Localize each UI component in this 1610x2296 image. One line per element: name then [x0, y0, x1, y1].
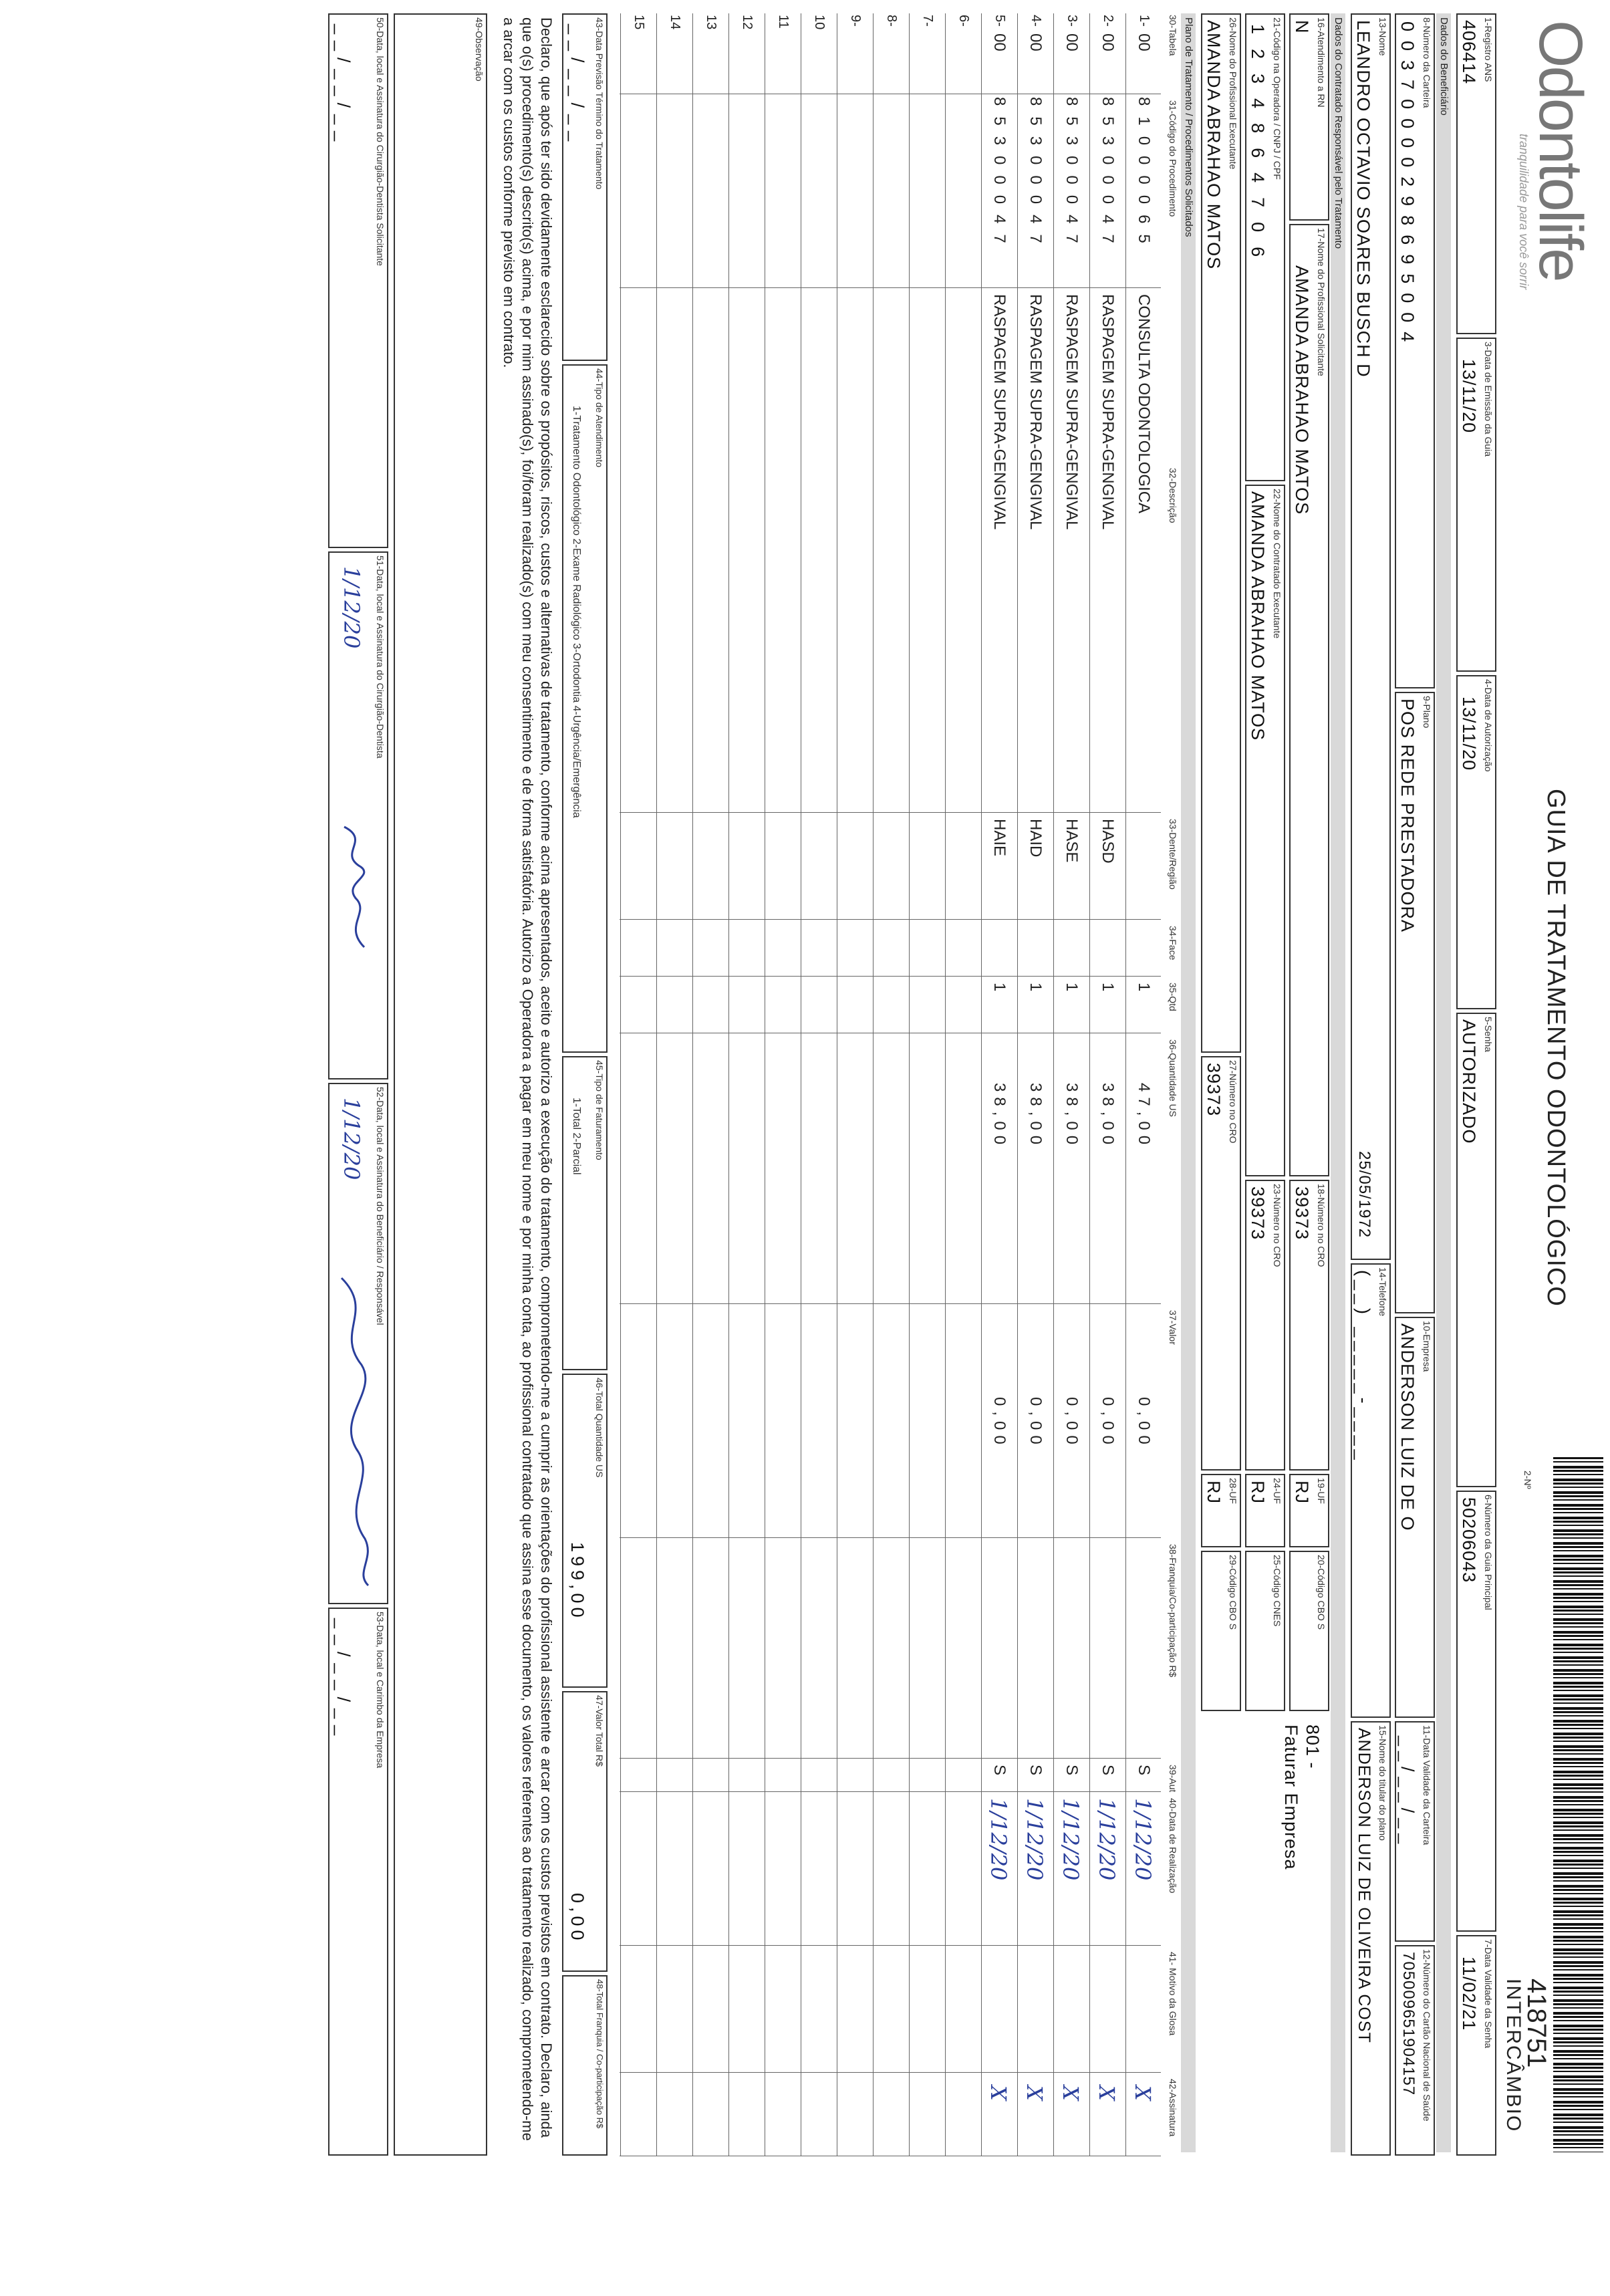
- professional-cro: 39373: [1204, 1063, 1224, 1117]
- field-45-label: 45-Tipo de Faturamento: [594, 1060, 605, 1160]
- guide-number: 418751: [1522, 1979, 1551, 2068]
- cell-code: 85300047: [990, 97, 1009, 254]
- requesting-uf: RJ: [1292, 1481, 1312, 1504]
- row-divider: [1125, 13, 1126, 2156]
- cell-date: 1/12/20: [1130, 1798, 1156, 1881]
- requesting-professional: AMANDA ABRAHAO MATOS: [1292, 265, 1312, 515]
- field-20-label: 20-Código CBO S: [1316, 1555, 1327, 1630]
- row-divider: [981, 13, 982, 2156]
- field-23-label: 23-Número no CRO: [1272, 1184, 1283, 1267]
- cell-signature: X: [986, 2085, 1011, 2101]
- cell-table: 00: [990, 33, 1009, 51]
- table-row: [836, 0, 872, 2296]
- table-row: [620, 0, 656, 2296]
- field-17-box: [1289, 224, 1329, 1176]
- field-49-box: [394, 13, 487, 2156]
- field-10-box: [1395, 1317, 1435, 1718]
- row-divider: [1089, 13, 1090, 2156]
- cell-tooth: HAID: [1027, 819, 1045, 858]
- table-row: [944, 0, 980, 2296]
- header-code: 31-Código do Procedimento: [1168, 100, 1178, 217]
- row-divider: [1053, 13, 1054, 2156]
- field-7-label: 7-Data Validade da Senha: [1483, 1939, 1494, 2049]
- cell-code: 81000065: [1135, 97, 1153, 254]
- cell-us: 38,00: [990, 1083, 1009, 1150]
- cell-aut: S: [990, 1765, 1009, 1776]
- field-15-box: [1351, 1721, 1391, 2156]
- field-51-label: 51-Data, local e Assinatura do Cirurgião-Dentista: [375, 555, 386, 759]
- cell-code: 85300047: [1099, 97, 1117, 254]
- cell-qty: 1: [1027, 983, 1045, 992]
- total-us: 199,00: [567, 1542, 587, 1622]
- column-divider: [620, 287, 1161, 288]
- table-row: [764, 0, 800, 2296]
- password-validity: 11/02/21: [1459, 1956, 1479, 2031]
- field-19-box: [1289, 1474, 1329, 1547]
- cell-description: RASPAGEM SUPRA-GENGIVAL: [1027, 294, 1045, 530]
- field-44-label: 44-Tipo de Atendimento: [594, 368, 605, 468]
- cell-us: 47,00: [1135, 1083, 1153, 1150]
- dentist-signature: [331, 820, 378, 967]
- field-18-label: 18-Número no CRO: [1316, 1184, 1327, 1267]
- row-number: 5-: [992, 15, 1007, 27]
- header-table: 30-Tabela: [1168, 15, 1178, 56]
- field-16-box: [1289, 13, 1329, 221]
- health-card-number: 705009651904157: [1399, 1952, 1418, 2096]
- logo: [1516, 20, 1595, 289]
- cell-qty: 1: [990, 983, 1009, 992]
- table-row: [656, 0, 692, 2296]
- row-number: 8-: [884, 15, 899, 27]
- cell-aut: S: [1063, 1765, 1081, 1776]
- field-4-box: [1456, 675, 1496, 1009]
- field-24-box: [1245, 1474, 1285, 1547]
- column-divider: [620, 1758, 1161, 1759]
- cell-signature: X: [1130, 2085, 1156, 2101]
- field-27-box: [1201, 1056, 1241, 1471]
- row-number: 13: [704, 15, 718, 30]
- company: ANDERSON LUIZ DE O: [1397, 1323, 1418, 1531]
- guide-type: INTERCÂMBIO: [1502, 1979, 1524, 2133]
- cell-qty: 1: [1063, 983, 1081, 992]
- cell-description: CONSULTA ODONTOLOGICA: [1135, 294, 1153, 514]
- row-number: 9-: [848, 15, 863, 27]
- row-number: 6-: [956, 15, 971, 27]
- field-27-label: 27-Número no CRO: [1228, 1060, 1238, 1144]
- field-25-box: [1245, 1551, 1285, 1711]
- field-47-label: 47-Valor Total R$: [594, 1695, 605, 1767]
- field-50-label: 50-Data, local e Assinatura do Cirurgião-Dentista Solicitante: [375, 17, 386, 266]
- field-16-label: 16-Atendimento a RN: [1316, 17, 1327, 108]
- field-44-box: [562, 364, 608, 1053]
- field-43-label: 43-Data Previsão Término do Tratamento: [594, 17, 605, 190]
- card-number: 00370000298695004: [1397, 21, 1418, 352]
- header-us: 36-Quantidade US: [1168, 1039, 1178, 1117]
- cell-us: 38,00: [1099, 1083, 1117, 1150]
- field-26-box: [1201, 13, 1241, 1053]
- field-46-box: [562, 1374, 608, 1688]
- table-row: [1053, 0, 1089, 2296]
- cell-date: 1/12/20: [986, 1798, 1011, 1881]
- row-number: 2-: [1101, 15, 1115, 27]
- field-7-box: [1456, 1935, 1496, 2156]
- field-17-label: 17-Nome do Profissional Solicitante: [1316, 228, 1327, 376]
- declaration-text: Declaro, que após ter sido devidamente esclarecido sobre os propósitos, riscos, custos e alternativas de tratamento, conforme acima apresentados, aceito e autorizo a execução do tratamento, comprometendo-me a cumprir as orientações do profissional assistente e arcar com os custos previstos em contrato. Declaro, ainda que o(s) procedimento(s) descrito(s) acima, e por mim assinado(s), foi/foram realizado(s) com meu consentimento e de forma satisfatória. Autorizo a Operadora a pagar em meu nome e por minha conta, ao profissional contratado que assina esse documento, os valores referentes ao tratamento realizado, comprometendo-me a arcar com os custos conforme previsto em contrato.: [501, 17, 555, 2141]
- field-52-label: 52-Data, local e Assinatura do Beneficiário / Responsável: [375, 1087, 386, 1325]
- field-14-label: 14-Telefone: [1377, 1267, 1388, 1317]
- procedures-header: [1162, 0, 1178, 2296]
- section-beneficiary: Dados do Beneficiário: [1436, 13, 1451, 2152]
- row-divider: [656, 13, 657, 2156]
- field-10-label: 10-Empresa: [1422, 1321, 1432, 1372]
- column-divider: [620, 1791, 1161, 1792]
- table-row: [728, 0, 764, 2296]
- cell-value: 0,00: [1135, 1397, 1153, 1450]
- table-row: [1017, 0, 1053, 2296]
- cell-code: 85300047: [1027, 97, 1045, 254]
- field-9-label: 9-Plano: [1422, 696, 1432, 729]
- field-22-box: [1245, 485, 1285, 1176]
- table-row: [1125, 0, 1161, 2296]
- field-11-label: 11-Data Validade da Carteira: [1422, 1725, 1432, 1845]
- table-row: [980, 0, 1017, 2296]
- cell-tooth: HASD: [1099, 819, 1117, 864]
- beneficiary-signature-date: 1/12/20: [339, 1098, 364, 1180]
- field-47-box: [562, 1691, 608, 1972]
- cell-us: 38,00: [1063, 1083, 1081, 1150]
- field-29-box: [1201, 1551, 1241, 1711]
- birth-date: 25/05/1972: [1355, 1151, 1373, 1239]
- field-23-box: [1245, 1180, 1285, 1471]
- field-18-box: [1289, 1180, 1329, 1471]
- field-52-box: [328, 1083, 388, 1604]
- beneficiary-signature: [328, 1271, 382, 1592]
- field-21-box: [1245, 13, 1285, 481]
- cell-table: 00: [1027, 33, 1045, 51]
- cell-date: 1/12/20: [1094, 1798, 1119, 1881]
- row-divider: [909, 13, 910, 2156]
- column-divider: [620, 976, 1161, 977]
- cell-qty: 1: [1135, 983, 1153, 992]
- dentist-signature-date: 1/12/20: [339, 566, 364, 649]
- column-divider: [620, 1537, 1161, 1538]
- professional-uf: RJ: [1204, 1481, 1224, 1504]
- header-signature: 42-Assinatura: [1168, 2079, 1178, 2137]
- total-value: 0,00: [567, 1893, 587, 1944]
- field-6-label: 6-Número da Guia Principal: [1483, 1495, 1494, 1610]
- header-aut: 39-Aut: [1168, 1765, 1178, 1793]
- field-3-label: 3-Data de Emissão da Guia: [1483, 342, 1494, 457]
- cell-aut: S: [1027, 1765, 1045, 1776]
- section-contractor: Dados do Contratado Responsável pelo Tratamento: [1331, 13, 1345, 2152]
- ans-registration: 406414: [1459, 20, 1479, 85]
- field-48-label: 48-Total Franquia / Co-participação R$: [595, 1979, 605, 2129]
- cell-value: 0,00: [990, 1397, 1009, 1450]
- issue-date: 13/11/20: [1459, 359, 1479, 434]
- table-row: [692, 0, 728, 2296]
- cell-aut: S: [1135, 1765, 1153, 1776]
- table-row: [800, 0, 836, 2296]
- cell-table: 00: [1063, 33, 1081, 51]
- executing-professional: AMANDA ABRAHAO MATOS: [1204, 20, 1224, 270]
- cell-description: RASPAGEM SUPRA-GENGIVAL: [990, 294, 1009, 530]
- field-29-label: 29-Código CBO S: [1228, 1555, 1238, 1630]
- row-number: 1-: [1137, 15, 1152, 27]
- field-13-label: 13-Nome: [1377, 17, 1388, 56]
- page-title: GUIA DE TRATAMENTO ODONTOLÓGICO: [1542, 789, 1570, 1307]
- cell-tooth: HAIE: [990, 819, 1009, 857]
- table-row: [872, 0, 908, 2296]
- cell-signature: X: [1022, 2085, 1047, 2101]
- cell-signature: X: [1058, 2085, 1083, 2101]
- row-divider: [873, 13, 874, 2156]
- field-15-label: 15-Nome do titular do plano: [1377, 1725, 1388, 1841]
- requesting-cro: 39373: [1292, 1186, 1312, 1241]
- header-description: 32-Descrição: [1168, 468, 1178, 523]
- header-gloss: 41- Motivo da Glosa: [1168, 1952, 1178, 2036]
- field-5-label: 5-Senha: [1483, 1017, 1494, 1052]
- field-6-box: [1456, 1491, 1496, 1932]
- header-date: 40-Data de Realização: [1168, 1798, 1178, 1894]
- table-row: [1089, 0, 1125, 2296]
- field-12-box: [1395, 1945, 1435, 2156]
- plan: POS REDE PRESTADORA: [1397, 698, 1418, 933]
- cell-value: 0,00: [1027, 1397, 1045, 1450]
- field-11-box: 11-Data Validade da Carteira __/__/__: [1395, 1721, 1435, 1942]
- cell-table: 00: [1135, 33, 1153, 51]
- field-49-label: 49-Observação: [474, 17, 485, 82]
- beneficiary-name: LEANDRO OCTAVIO SOARES BUSCH D: [1353, 20, 1373, 378]
- table-row: [908, 0, 944, 2296]
- password: AUTORIZADO: [1459, 1019, 1479, 1144]
- field-25-label: 25-Código CNES: [1272, 1555, 1283, 1627]
- row-number: 4-: [1029, 15, 1043, 27]
- procedures-table: [613, 0, 1161, 2296]
- executing-cro: 39373: [1248, 1186, 1268, 1241]
- field-53-box: 53-Data, local e Carimbo da Empresa __/__/__: [328, 1608, 388, 2156]
- field-3-box: [1456, 338, 1496, 672]
- row-number: 3-: [1065, 15, 1079, 27]
- row-number: 12: [740, 15, 755, 30]
- main-guide-number: 50206043: [1459, 1497, 1479, 1583]
- column-divider: [620, 919, 1161, 920]
- field-19-label: 19-UF: [1316, 1478, 1327, 1504]
- field-28-label: 28-UF: [1228, 1478, 1238, 1504]
- field-9-box: [1395, 692, 1435, 1313]
- header-qty: 35-Qtd: [1168, 983, 1178, 1011]
- cell-code: 85300047: [1063, 97, 1081, 254]
- field-45-options: 1-Total 2-Parcial: [571, 1098, 582, 1175]
- cell-date: 1/12/20: [1058, 1798, 1083, 1881]
- row-number: 7-: [920, 15, 935, 27]
- cell-date: 1/12/20: [1022, 1798, 1047, 1881]
- cell-tooth: HASE: [1063, 819, 1081, 863]
- field-51-box: [328, 551, 388, 1079]
- logo-tagline: tranquilidade para você sorrir: [1517, 134, 1530, 290]
- header-value: 37-Valor: [1168, 1310, 1178, 1345]
- field-5-box: [1456, 1013, 1496, 1487]
- row-divider: [620, 13, 621, 2156]
- row-divider: [1017, 13, 1018, 2156]
- column-divider: [620, 812, 1161, 813]
- field-45-box: [562, 1056, 608, 1370]
- field-22-label: 22-Nome do Contratado Executante: [1272, 489, 1283, 639]
- executing-contractor: AMANDA ABRAHAO MATOS: [1248, 491, 1268, 741]
- row-number: 14: [668, 15, 682, 30]
- field-1-box: [1456, 13, 1496, 334]
- header-face: 34-Face: [1168, 926, 1178, 961]
- field-8-label: 8-Número da Carteira: [1422, 17, 1432, 108]
- cell-description: RASPAGEM SUPRA-GENGIVAL: [1063, 294, 1081, 530]
- row-number: 15: [632, 15, 646, 30]
- row-divider: [945, 13, 946, 2156]
- newborn-flag: N: [1292, 20, 1312, 34]
- cell-description: RASPAGEM SUPRA-GENGIVAL: [1099, 294, 1117, 530]
- field-28-box: [1201, 1474, 1241, 1547]
- field-4-label: 4-Data de Autorização: [1483, 679, 1494, 772]
- field-8-box: [1395, 13, 1435, 688]
- field-48-box: [562, 1975, 608, 2156]
- column-divider: [620, 1945, 1161, 1946]
- side-code: 801 -: [1303, 1725, 1323, 1769]
- row-number: 11: [776, 15, 791, 29]
- cell-value: 0,00: [1099, 1397, 1117, 1450]
- field-46-label: 46-Total Quantidade US: [594, 1378, 605, 1478]
- barcode: [1553, 1457, 1603, 2152]
- column-divider: [620, 2072, 1161, 2073]
- field-50-box: 50-Data, local e Assinatura do Cirurgião-Dentista Solicitante __/__/__: [328, 13, 388, 548]
- authorization-date: 13/11/20: [1459, 696, 1479, 771]
- header-coparticipation: 38-Franquia/Co-participação R$: [1168, 1544, 1178, 1678]
- cell-us: 38,00: [1027, 1083, 1045, 1150]
- field-21-label: 21-Código na Operadora / CNPJ / CPF: [1272, 17, 1283, 180]
- cell-aut: S: [1099, 1765, 1117, 1776]
- cell-qty: 1: [1099, 983, 1117, 992]
- field-53-label: 53-Data, local e Carimbo da Empresa: [375, 1612, 386, 1769]
- field-26-label: 26-Nome do Profissional Executante: [1228, 17, 1238, 170]
- column-divider: [620, 1303, 1161, 1304]
- side-text: Faturar Empresa: [1281, 1725, 1301, 1870]
- plan-holder-name: ANDERSON LUIZ DE OLIVEIRA COST: [1355, 1728, 1373, 2043]
- row-divider: [692, 13, 693, 2156]
- logo-text: Odontolife: [1526, 20, 1595, 281]
- row-divider: [728, 13, 729, 2156]
- cell-signature: X: [1094, 2085, 1119, 2101]
- cell-table: 00: [1099, 33, 1117, 51]
- field-24-label: 24-UF: [1272, 1478, 1283, 1504]
- field-1-label: 1-Registro ANS: [1483, 17, 1494, 82]
- field-14-box: 14-Telefone (__) _____-____: [1351, 1263, 1391, 1718]
- cell-value: 0,00: [1063, 1397, 1081, 1450]
- row-number: 10: [812, 15, 827, 30]
- field-12-label: 12-Número do Cartão Nacional de Saúde: [1422, 1949, 1432, 2122]
- operator-code: 1234864706: [1248, 24, 1268, 272]
- header-tooth: 33-Dente/Região: [1168, 819, 1178, 890]
- field-44-options: 1-Tratamento Odontológico 2-Exame Radiológico 3-Ortodontia 4-Urgência/Emergência: [571, 406, 582, 818]
- field-20-box: [1289, 1551, 1329, 1711]
- section-procedures: Plano de Tratamento / Procedimentos Solicitados: [1181, 13, 1196, 2152]
- field-13-box: [1351, 13, 1391, 1260]
- field-2-label: 2-Nº: [1522, 1471, 1533, 1489]
- field-43-box: 43-Data Previsão Término do Tratamento __/__/__: [562, 13, 608, 361]
- executing-uf: RJ: [1248, 1481, 1268, 1504]
